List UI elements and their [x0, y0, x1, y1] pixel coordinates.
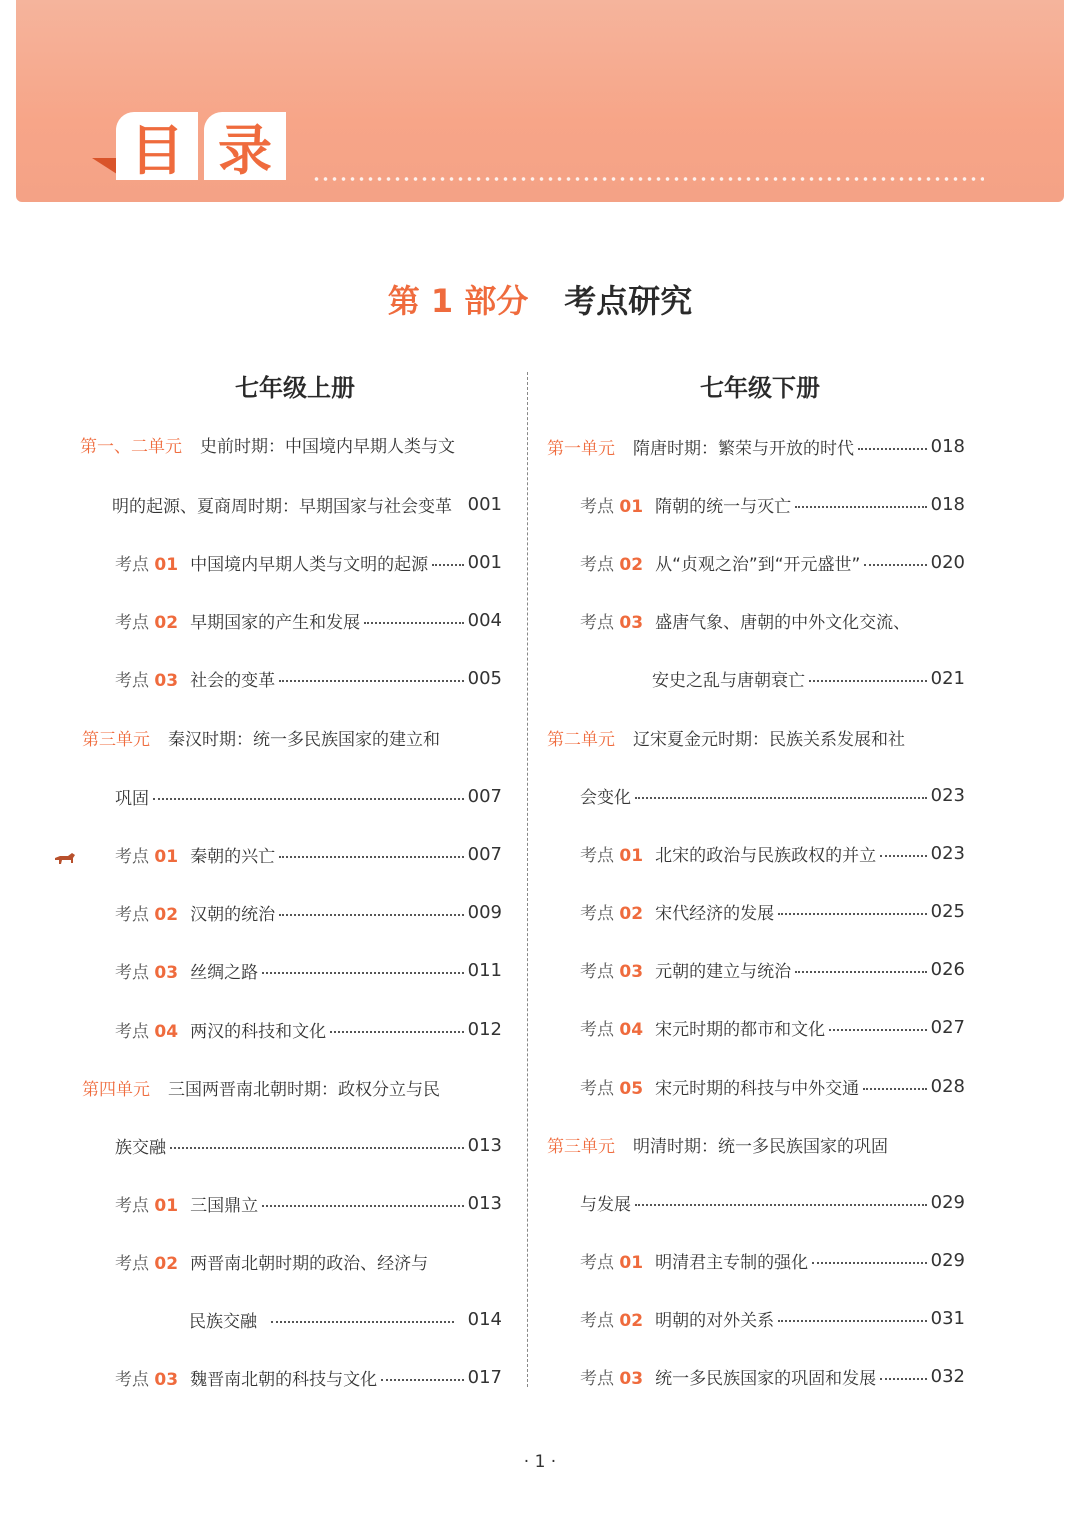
toc-entry-row[interactable]: [580, 604, 965, 636]
unit-title: 三国两晋南北朝时期：政权分立与民: [168, 1079, 440, 1100]
page-number: 018: [930, 435, 965, 457]
dot-leader: [153, 798, 464, 800]
dot-leader: [795, 971, 927, 973]
kaodian-label: 考点 02: [580, 1310, 644, 1331]
dot-leader: [880, 855, 927, 857]
toc-entry-row[interactable]: [580, 953, 965, 985]
unit-title: 明清时期：统一多民族国家的巩固: [633, 1136, 888, 1157]
title-char-1: 目: [116, 112, 198, 180]
page-footer-number: · 1 ·: [523, 1452, 557, 1472]
page-number: 007: [467, 843, 502, 865]
toc-unit-row[interactable]: [547, 1128, 965, 1160]
kaodian-label: 考点 04: [580, 1019, 644, 1040]
toc-entry-row[interactable]: [115, 1245, 502, 1277]
kaodian-label: 考点 01: [580, 845, 644, 866]
entry-title: 明清君主专制的强化: [655, 1252, 809, 1273]
kaodian-label: 考点 02: [115, 1253, 179, 1274]
page-number: 025: [930, 900, 965, 922]
kaodian-label: 考点 03: [115, 1369, 179, 1390]
toc-entry-row[interactable]: [580, 488, 965, 520]
dot-leader: [432, 564, 464, 566]
unit-title: 秦汉时期：统一多民族国家的建立和: [168, 729, 440, 750]
contents-title: [116, 112, 286, 180]
unit-label: 第三单元: [82, 729, 150, 750]
unit-title: 明的起源、夏商周时期：早期国家与社会变革: [112, 496, 452, 517]
toc-entry-row[interactable]: [115, 1187, 502, 1219]
entry-title: 两晋南北朝时期的政治、经济与: [190, 1253, 429, 1274]
dot-leader: [279, 680, 464, 682]
right-column-title: 七年级下册: [700, 374, 820, 402]
dot-leader: [829, 1029, 927, 1031]
unit-label: 第四单元: [82, 1079, 150, 1100]
dot-leader: [279, 914, 464, 916]
entry-title: 宋元时期的科技与中外交通: [655, 1078, 860, 1099]
dot-leader: [170, 1147, 464, 1149]
toc-unit-row[interactable]: [80, 428, 500, 460]
kaodian-label: 考点 03: [115, 670, 179, 691]
kaodian-label: 考点 03: [580, 961, 644, 982]
page-number: 007: [467, 785, 502, 807]
unit-label: 第三单元: [547, 1136, 615, 1157]
entry-title: 明朝的对外关系: [655, 1310, 775, 1331]
page-number: 027: [930, 1016, 965, 1038]
entry-title: 魏晋南北朝的科技与文化: [190, 1369, 378, 1390]
kaodian-label: 考点 01: [115, 846, 179, 867]
kaodian-label: 考点 02: [580, 554, 644, 575]
page-number: 001: [467, 493, 502, 515]
dot-leader: [778, 1320, 927, 1322]
kaodian-label: 考点 03: [580, 612, 644, 633]
dot-leader: [812, 1262, 927, 1264]
toc-unit-row-continued[interactable]: [115, 1129, 502, 1161]
unit-title: 隋唐时期：繁荣与开放的时代: [633, 438, 854, 459]
entry-title: 宋代经济的发展: [655, 903, 775, 924]
unit-title: 会变化: [580, 787, 631, 808]
kaodian-label: 考点 05: [580, 1078, 644, 1099]
page-number: 009: [467, 901, 502, 923]
toc-entry-row[interactable]: [115, 954, 502, 986]
dot-leader: [864, 564, 926, 566]
dot-leader: [279, 856, 464, 858]
toc-entry-row[interactable]: [580, 837, 965, 869]
entry-title: 从“贞观之治”到“开元盛世”: [655, 554, 861, 575]
kaodian-label: 考点 01: [580, 1252, 644, 1273]
toc-unit-row[interactable]: [547, 721, 965, 753]
dot-leader: [271, 1321, 454, 1323]
page-number: 029: [930, 1191, 965, 1213]
entry-title: 丝绸之路: [190, 962, 259, 983]
unit-label: 第一单元: [547, 438, 615, 459]
dot-leader: [364, 622, 464, 624]
entry-title: 安史之乱与唐朝衰亡: [652, 670, 805, 691]
title-char-2: 录: [204, 112, 286, 180]
column-divider: [527, 372, 528, 1387]
toc-entry-row[interactable]: [580, 1302, 965, 1334]
page-number: 023: [930, 842, 965, 864]
entry-title: 秦朝的兴亡: [190, 846, 276, 867]
toc-unit-row-continued[interactable]: [115, 780, 502, 812]
entry-title: 汉朝的统治: [190, 904, 276, 925]
kaodian-label: 考点 01: [115, 1195, 179, 1216]
toc-entry-row[interactable]: [115, 604, 502, 636]
page-number: 028: [930, 1075, 965, 1097]
page-number: 023: [930, 784, 965, 806]
toc-entry-row[interactable]: [115, 1361, 502, 1393]
toc-unit-row[interactable]: [82, 721, 502, 753]
toc-entry-row-continued[interactable]: [652, 662, 965, 694]
unit-title: 族交融: [115, 1137, 166, 1158]
part-name: 考点研究: [564, 282, 693, 320]
entry-title: 中国境内早期人类与文明的起源: [190, 554, 429, 575]
dot-leader: [635, 1204, 927, 1206]
page-number: 031: [930, 1307, 965, 1329]
entry-title: 隋朝的统一与灭亡: [655, 496, 792, 517]
toc-unit-row[interactable]: [82, 1071, 502, 1103]
small-animal-icon: [54, 852, 78, 866]
page-number: 018: [930, 493, 965, 515]
kaodian-label: 考点 04: [115, 1021, 179, 1042]
toc-entry-row[interactable]: [580, 1070, 965, 1102]
entry-title: 北宋的政治与民族政权的并立: [655, 845, 877, 866]
unit-title: 史前时期：中国境内早期人类与文: [200, 436, 455, 457]
page-number: 013: [467, 1134, 502, 1156]
entry-title: 元朝的建立与统治: [655, 961, 792, 982]
toc-entry-row[interactable]: [115, 546, 502, 578]
part-heading: [0, 276, 1080, 322]
dot-leader: [863, 1088, 927, 1090]
kaodian-label: 考点 02: [580, 903, 644, 924]
entry-title: 统一多民族国家的巩固和发展: [655, 1368, 877, 1389]
dot-leader: [635, 797, 927, 799]
entry-title: 民族交融: [189, 1311, 257, 1332]
toc-entry-row[interactable]: [580, 1244, 965, 1276]
page-number: 021: [930, 667, 965, 689]
dot-leader: [858, 448, 927, 450]
toc-unit-row[interactable]: [547, 430, 965, 462]
unit-title: 巩固: [115, 788, 149, 809]
toc-unit-row-continued[interactable]: [112, 488, 502, 520]
unit-label: 第二单元: [547, 729, 615, 750]
page-number: 029: [930, 1249, 965, 1271]
kaodian-label: 考点 02: [115, 612, 179, 633]
toc-entry-row[interactable]: [580, 1011, 965, 1043]
entry-title: 宋元时期的都市和文化: [655, 1019, 826, 1040]
dot-leader: [809, 680, 927, 682]
page-number: 020: [930, 551, 965, 573]
page-number: 032: [930, 1365, 965, 1387]
page-number: 017: [467, 1366, 502, 1388]
toc-unit-row-continued[interactable]: [580, 779, 965, 811]
header-banner: [16, 0, 1064, 202]
toc-entry-row[interactable]: [580, 895, 965, 927]
dot-leader: [262, 1205, 464, 1207]
kaodian-label: 考点 03: [115, 962, 179, 983]
kaodian-label: 考点 01: [580, 496, 644, 517]
entry-title: 两汉的科技和文化: [190, 1021, 327, 1042]
toc-entry-row[interactable]: [580, 1360, 965, 1392]
part-number: 第 1 部分: [387, 282, 529, 320]
dot-leader: [330, 1031, 464, 1033]
dot-leader: [778, 913, 927, 915]
toc-entry-row[interactable]: [115, 662, 502, 694]
page-number: 013: [467, 1192, 502, 1214]
left-column-title: 七年级上册: [235, 374, 355, 402]
dot-leader: [880, 1378, 927, 1380]
page-number: 004: [467, 609, 502, 631]
toc-entry-row[interactable]: [115, 896, 502, 928]
unit-title: 与发展: [580, 1194, 631, 1215]
page-number: 001: [467, 551, 502, 573]
kaodian-label: 考点 01: [115, 554, 179, 575]
dotted-line-decoration: [312, 176, 984, 182]
entry-title: 盛唐气象、唐朝的中外文化交流、: [655, 612, 911, 633]
toc-entry-row[interactable]: [115, 838, 502, 870]
dot-leader: [795, 506, 927, 508]
page-number: 014: [467, 1308, 502, 1330]
page-number: 012: [467, 1018, 502, 1040]
dot-leader: [381, 1379, 464, 1381]
entry-title: 社会的变革: [190, 670, 276, 691]
toc-unit-row-continued[interactable]: [580, 1186, 965, 1218]
page-number: 026: [930, 958, 965, 980]
toc-entry-row[interactable]: [580, 546, 965, 578]
dot-leader: [262, 972, 464, 974]
toc-entry-row-continued[interactable]: [189, 1303, 502, 1335]
entry-title: 三国鼎立: [190, 1195, 259, 1216]
page-number: 005: [467, 667, 502, 689]
page-number: 011: [467, 959, 502, 981]
unit-label: 第一、二单元: [80, 436, 182, 457]
kaodian-label: 考点 03: [580, 1368, 644, 1389]
toc-entry-row[interactable]: [115, 1013, 502, 1045]
entry-title: 早期国家的产生和发展: [190, 612, 361, 633]
unit-title: 辽宋夏金元时期：民族关系发展和社: [633, 729, 905, 750]
kaodian-label: 考点 02: [115, 904, 179, 925]
